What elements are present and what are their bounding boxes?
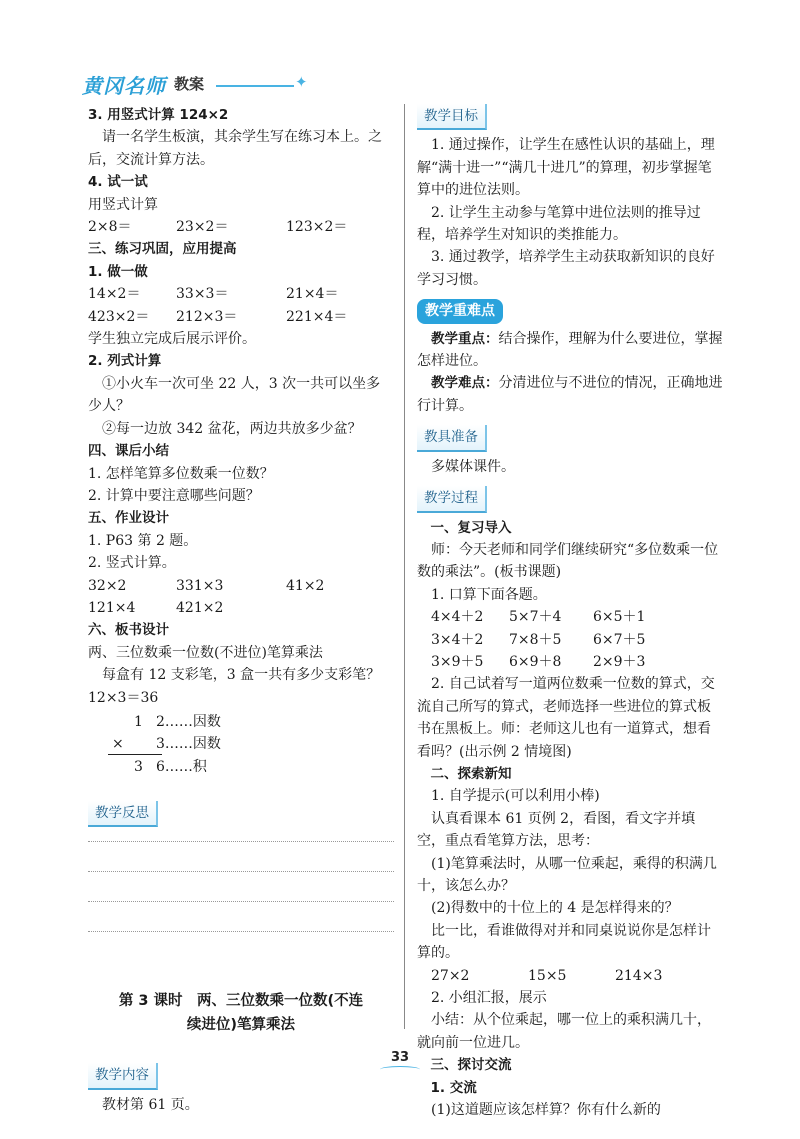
paragraph: 2. 自己试着写一道两位数乘一位数的算式，交流自己所写的算式，老师选择一些进位的算式板书在黑板上。师：老师这儿也有一道算式，想看看吗？(出示例 2 情境图) — [417, 676, 715, 760]
dotted-line — [88, 871, 394, 901]
exercise: 5×7＋4 — [509, 609, 562, 626]
paragraph: 用竖式计算 — [88, 196, 158, 213]
board-title: 两、三位数乘一位数(不进位)笔算乘法 — [88, 644, 323, 661]
heading: 4. 试一试 — [88, 174, 148, 191]
section-heading: 六、板书设计 — [88, 622, 169, 639]
section-heading: 三、练习巩固，应用提高 — [88, 241, 237, 258]
paragraph: ①小火车一次可坐 22 人，3 次一共可以坐多少人？ — [88, 375, 381, 415]
process-tag: 教学过程 — [417, 486, 487, 512]
exercise: 423×2＝ — [88, 308, 150, 325]
paragraph: 1. 通过操作，让学生在感性认识的基础上，理解“满十进一”“满几十进几”的算理，初步掌握笔算中的进位法则。 — [417, 137, 715, 199]
paragraph: 师：今天老师和同学们继续研究“多位数乘一位数的乘法”。(板书课题) — [417, 541, 719, 581]
goals-tag: 教学目标 — [417, 104, 487, 130]
heading: 2. 列式计算 — [88, 353, 162, 370]
left-column — [88, 104, 394, 1116]
exercise-row — [88, 597, 394, 619]
paragraph: 1. P63 第 2 题。 — [88, 532, 198, 549]
paragraph: 1. 口算下面各题。 — [431, 586, 547, 603]
section-heading: 二、探索新知 — [430, 765, 512, 782]
exercise: 331×3 — [176, 577, 224, 594]
heading: 3. 用竖式计算 124×2 — [88, 107, 229, 123]
exercise: 123×2＝ — [286, 219, 348, 236]
dotted-line — [88, 931, 394, 961]
exercise: 6×5＋1 — [593, 609, 646, 626]
exercise: 7×8＋5 — [509, 631, 562, 648]
digit: 3 — [134, 758, 143, 775]
exercise-row — [88, 283, 394, 305]
exercise: 121×4 — [88, 599, 136, 616]
exercise: 33×3＝ — [176, 286, 229, 303]
exercise-row — [417, 629, 723, 651]
factor-label: 3……因数 — [156, 735, 221, 752]
page-header — [82, 70, 342, 96]
reflection-tag: 教学反思 — [88, 801, 158, 827]
exercise: 23×2＝ — [176, 219, 229, 236]
paragraph: 教学难点：分清进位与不进位的情况，正确地进行计算。 — [417, 375, 723, 414]
paragraph: 教材第 61 页。 — [102, 1096, 199, 1113]
exercise-row — [88, 306, 394, 328]
exercise: 14×2＝ — [88, 286, 141, 303]
dotted-line — [88, 901, 394, 931]
exercise-row — [417, 606, 723, 628]
exercise: 27×2 — [431, 967, 470, 984]
section-heading: 一、复习导入 — [430, 519, 512, 536]
page-number-ornament — [380, 1066, 420, 1073]
paragraph: 2. 竖式计算。 — [88, 555, 176, 572]
dotted-line — [88, 841, 394, 871]
column-divider — [404, 104, 405, 1029]
paragraph: 教学重点：结合操作，理解为什么要进位，掌握怎样进位。 — [417, 330, 723, 370]
paragraph: 1. 自学提示(可以利用小棒) — [431, 788, 600, 805]
paragraph: 小结：从个位乘起，哪一位上的乘积满几十，就向前一位进几。 — [417, 1012, 711, 1051]
exercise: 3×4＋2 — [431, 631, 484, 648]
heading: 1. 交流 — [430, 1079, 477, 1096]
brand-logo: 黄冈名师 — [82, 74, 166, 98]
result-line — [108, 754, 162, 755]
right-column — [417, 104, 723, 1121]
factor-label: 2……因数 — [156, 713, 221, 730]
paragraph: 2. 让学生主动参与笔算中进位法则的推导过程，培养学生对知识的类推能力。 — [417, 204, 701, 244]
paragraph: 请一名学生板演，其余学生写在练习本上。之后，交流计算方法。 — [88, 129, 382, 168]
exercise: 32×2 — [88, 577, 127, 594]
exercise: 212×3＝ — [176, 308, 238, 325]
content-tag: 教学内容 — [88, 1063, 158, 1089]
key-points-tag: 教学重难点 — [417, 299, 503, 323]
exercise: 221×4＝ — [286, 308, 348, 325]
paragraph: 认真看课本 61 页例 2，看图，看文字并填空，重点看笔算方法，思考： — [417, 810, 696, 850]
paragraph: 1. 怎样笔算多位数乘一位数？ — [88, 465, 274, 482]
tools-tag: 教具准备 — [417, 425, 487, 451]
page-number: 33 — [390, 1050, 410, 1065]
exercise: 41×2 — [286, 577, 325, 594]
reflection-lines — [88, 841, 394, 961]
paragraph: 2. 计算中要注意哪些问题？ — [88, 487, 260, 504]
exercise-row — [417, 965, 723, 987]
exercise: 21×4＝ — [286, 286, 339, 303]
exercise: 6×7＋5 — [593, 631, 646, 648]
paragraph: 3. 通过教学，培养学生主动获取新知识的良好学习习惯。 — [417, 249, 715, 288]
product-label: 6……积 — [156, 758, 207, 775]
paragraph: 2. 小组汇报，展示 — [431, 990, 547, 1007]
paragraph: (2)得数中的十位上的 4 是怎样得来的？ — [431, 900, 679, 917]
paragraph: 学生独立完成后展示评价。 — [88, 331, 256, 348]
equation: 12×3＝36 — [88, 689, 159, 706]
paragraph: 多媒体课件。 — [431, 458, 515, 475]
section-heading: 四、课后小结 — [88, 443, 169, 460]
vertical-multiplication — [88, 709, 394, 779]
sparkle-icon: ✦ — [295, 73, 308, 91]
section-heading: 三、探讨交流 — [430, 1057, 512, 1074]
header-subtitle: 教案 — [174, 75, 205, 93]
exercise-row — [88, 216, 394, 238]
exercise: 4×4＋2 — [431, 609, 484, 626]
exercise: 3×9＋5 — [431, 653, 484, 670]
exercise: 421×2 — [176, 599, 224, 616]
paragraph: (1)这道题应该怎样算？你有什么新的 — [431, 1102, 661, 1119]
section-heading: 五、作业设计 — [88, 510, 169, 527]
exercise-row — [88, 575, 394, 597]
paragraph: 比一比，看谁做得对并和同桌说说你是怎样计算的。 — [417, 922, 711, 962]
heading: 1. 做一做 — [88, 263, 148, 280]
exercise: 2×8＝ — [88, 219, 132, 236]
times-sign: × — [112, 735, 124, 752]
header-rule — [216, 85, 294, 87]
exercise: 6×9＋8 — [509, 653, 562, 670]
digit: 1 — [134, 713, 143, 730]
paragraph: 每盒有 12 支彩笔，3 盒一共有多少支彩笔？ — [102, 667, 381, 684]
paragraph: ②每一边放 342 盆花，两边共放多少盆？ — [102, 420, 362, 437]
exercise: 15×5 — [528, 967, 567, 984]
exercise: 2×9＋3 — [593, 653, 646, 670]
lesson-title: 第 3 课时 两、三位数乘一位数(不连 续进位)笔算乘法 — [118, 993, 364, 1034]
exercise-row — [417, 651, 723, 673]
exercise: 214×3 — [615, 967, 663, 984]
paragraph: (1)笔算乘法时，从哪一位乘起，乘得的积满几十，该怎么办？ — [417, 855, 717, 894]
